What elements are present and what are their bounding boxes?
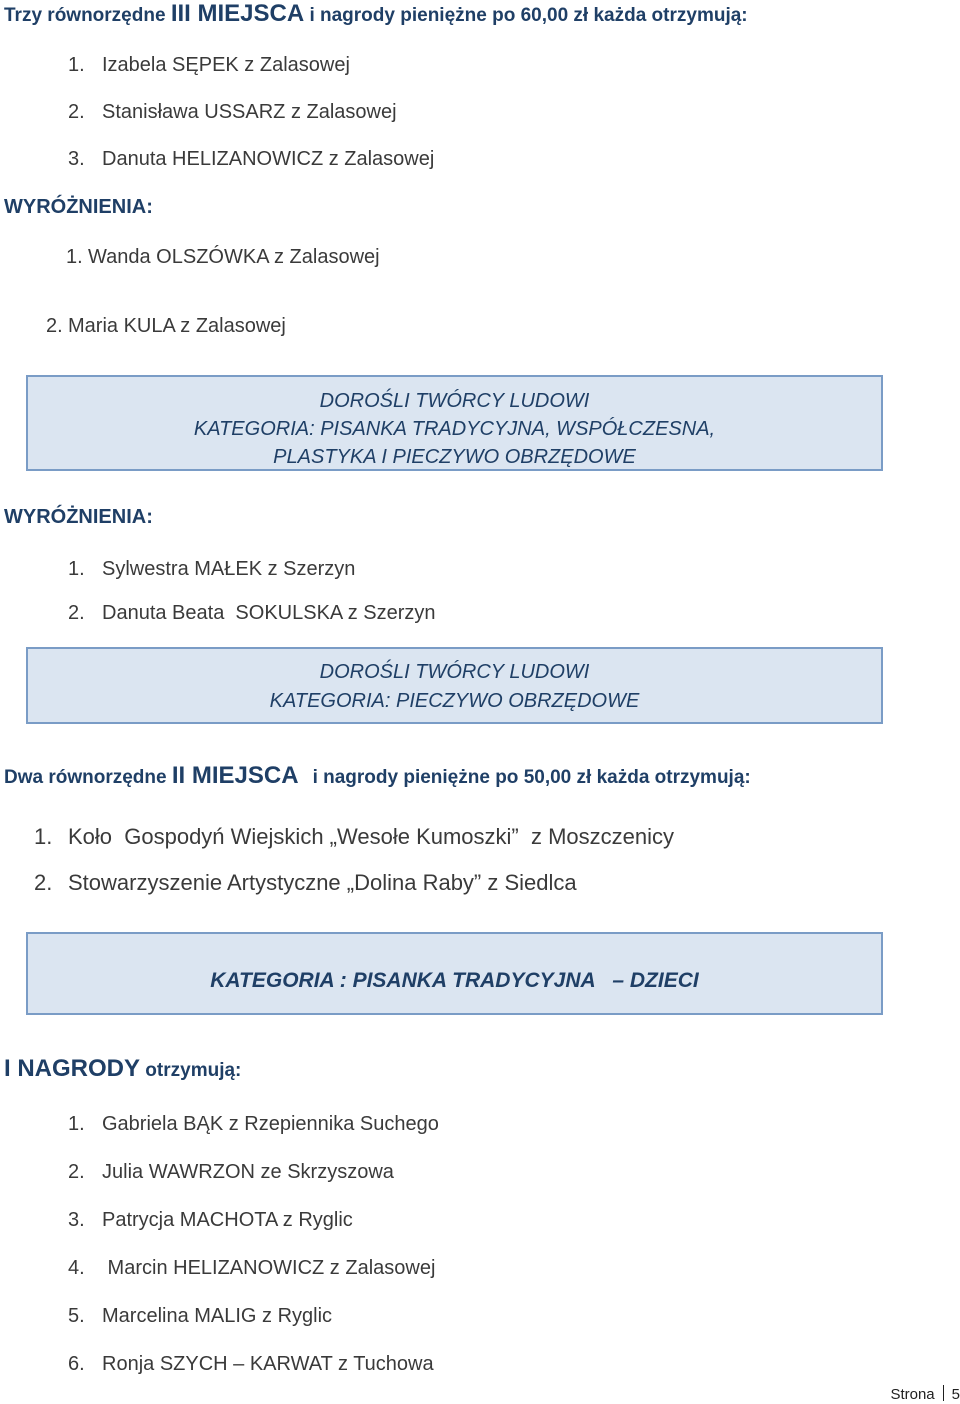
- list-item-number: 2.: [68, 602, 85, 624]
- list-item-text: Gabriela BĄK z Rzepiennika Suchego: [102, 1113, 439, 1135]
- list-item: [46, 315, 286, 338]
- distinctions-heading: WYRÓŻNIENIA:: [4, 506, 153, 528]
- list-item: [66, 246, 380, 269]
- footer-separator: [943, 1385, 944, 1401]
- list-item-text: Stanisława USSARZ z Zalasowej: [102, 101, 397, 123]
- list-item: [68, 148, 434, 171]
- list-item: [68, 101, 397, 124]
- list-item: [34, 824, 674, 850]
- section-first-heading: [4, 1055, 241, 1083]
- list-item-text: Marcelina MALIG z Ryglic: [102, 1305, 333, 1327]
- section-third-suffix: i nagrody pieniężne po 60,00 zł każda otrzymują:: [304, 5, 748, 26]
- list-item-number: 1.: [34, 824, 53, 849]
- list-item-number: 6.: [68, 1353, 85, 1375]
- section-first-suffix: otrzymują:: [140, 1060, 242, 1081]
- list-item-number: 3.: [68, 1209, 85, 1231]
- list-item-number: 5.: [68, 1305, 85, 1327]
- list-item-text: Sylwestra MAŁEK z Szerzyn: [102, 558, 356, 580]
- list-item: [68, 1113, 439, 1136]
- category-banner: [26, 647, 883, 724]
- list-item: [68, 1353, 434, 1376]
- category-banner: [26, 932, 883, 1015]
- list-item-text: Danuta HELIZANOWICZ z Zalasowej: [102, 148, 435, 170]
- list-item-text: Julia WAWRZON ze Skrzyszowa: [102, 1161, 394, 1183]
- list-item-number: 4.: [68, 1257, 85, 1279]
- list-item: [68, 1305, 332, 1328]
- list-item: [68, 1209, 353, 1232]
- page-number: 5: [951, 1386, 960, 1403]
- list-item: [68, 558, 355, 581]
- list-item-number: 2.: [68, 101, 85, 123]
- list-item-text: Marcin HELIZANOWICZ z Zalasowej: [102, 1257, 436, 1279]
- list-item-text: Stowarzyszenie Artystyczne „Dolina Raby” z Siedlca: [68, 870, 577, 895]
- page-footer: [890, 1385, 960, 1403]
- section-first-place: I NAGRODY: [4, 1055, 141, 1082]
- section-third-prefix: Trzy równorzędne: [4, 5, 171, 26]
- list-item-number: 2.: [34, 870, 53, 895]
- section-third-heading: [4, 0, 748, 28]
- list-item: [34, 870, 577, 896]
- distinctions-heading: WYRÓŻNIENIA:: [4, 196, 153, 218]
- list-item-text: Izabela SĘPEK z Zalasowej: [102, 54, 350, 76]
- list-item-number: 3.: [68, 148, 85, 170]
- banner-line: KATEGORIA : PISANKA TRADYCYJNA – DZIECI: [210, 969, 699, 992]
- list-item-text: Ronja SZYCH – KARWAT z Tuchowa: [102, 1353, 434, 1375]
- list-item-number: 2.: [46, 315, 63, 337]
- list-item: [68, 602, 436, 625]
- list-item-number: 2.: [68, 1161, 85, 1183]
- section-second-suffix: i nagrody pieniężne po 50,00 zł każda otrzymują:: [312, 767, 751, 788]
- list-item-text: Maria KULA z Zalasowej: [68, 315, 286, 337]
- section-second-place: II MIEJSCA: [171, 762, 299, 789]
- footer-label: Strona: [890, 1386, 935, 1403]
- list-item-number: 1.: [66, 246, 83, 268]
- section-second-heading: [4, 762, 751, 790]
- list-item-number: 1.: [68, 1113, 85, 1135]
- list-item-text: Wanda OLSZÓWKA z Zalasowej: [88, 246, 380, 268]
- banner-line: KATEGORIA: PIECZYWO OBRZĘDOWE: [269, 690, 640, 712]
- list-item-number: 1.: [68, 558, 85, 580]
- list-item: [68, 54, 350, 77]
- banner-line: KATEGORIA: PISANKA TRADYCYJNA, WSPÓŁCZESNA,: [193, 418, 716, 440]
- list-item-text: Patrycja MACHOTA z Ryglic: [102, 1209, 353, 1231]
- list-item: [68, 1161, 394, 1184]
- category-banner: [26, 375, 883, 471]
- list-item-text: Koło Gospodyń Wiejskich „Wesołe Kumoszki” z Moszczenicy: [68, 824, 675, 849]
- section-second-prefix: Dwa równorzędne: [4, 767, 172, 788]
- section-third-place: III MIEJSCA: [170, 0, 305, 27]
- banner-line: DOROŚLI TWÓRCY LUDOWI: [319, 661, 590, 683]
- list-item: [68, 1257, 435, 1280]
- list-item-number: 1.: [68, 54, 85, 76]
- banner-line: PLASTYKA I PIECZYWO OBRZĘDOWE: [273, 446, 636, 468]
- list-item-text: Danuta Beata SOKULSKA z Szerzyn: [102, 602, 436, 624]
- banner-line: DOROŚLI TWÓRCY LUDOWI: [319, 390, 590, 412]
